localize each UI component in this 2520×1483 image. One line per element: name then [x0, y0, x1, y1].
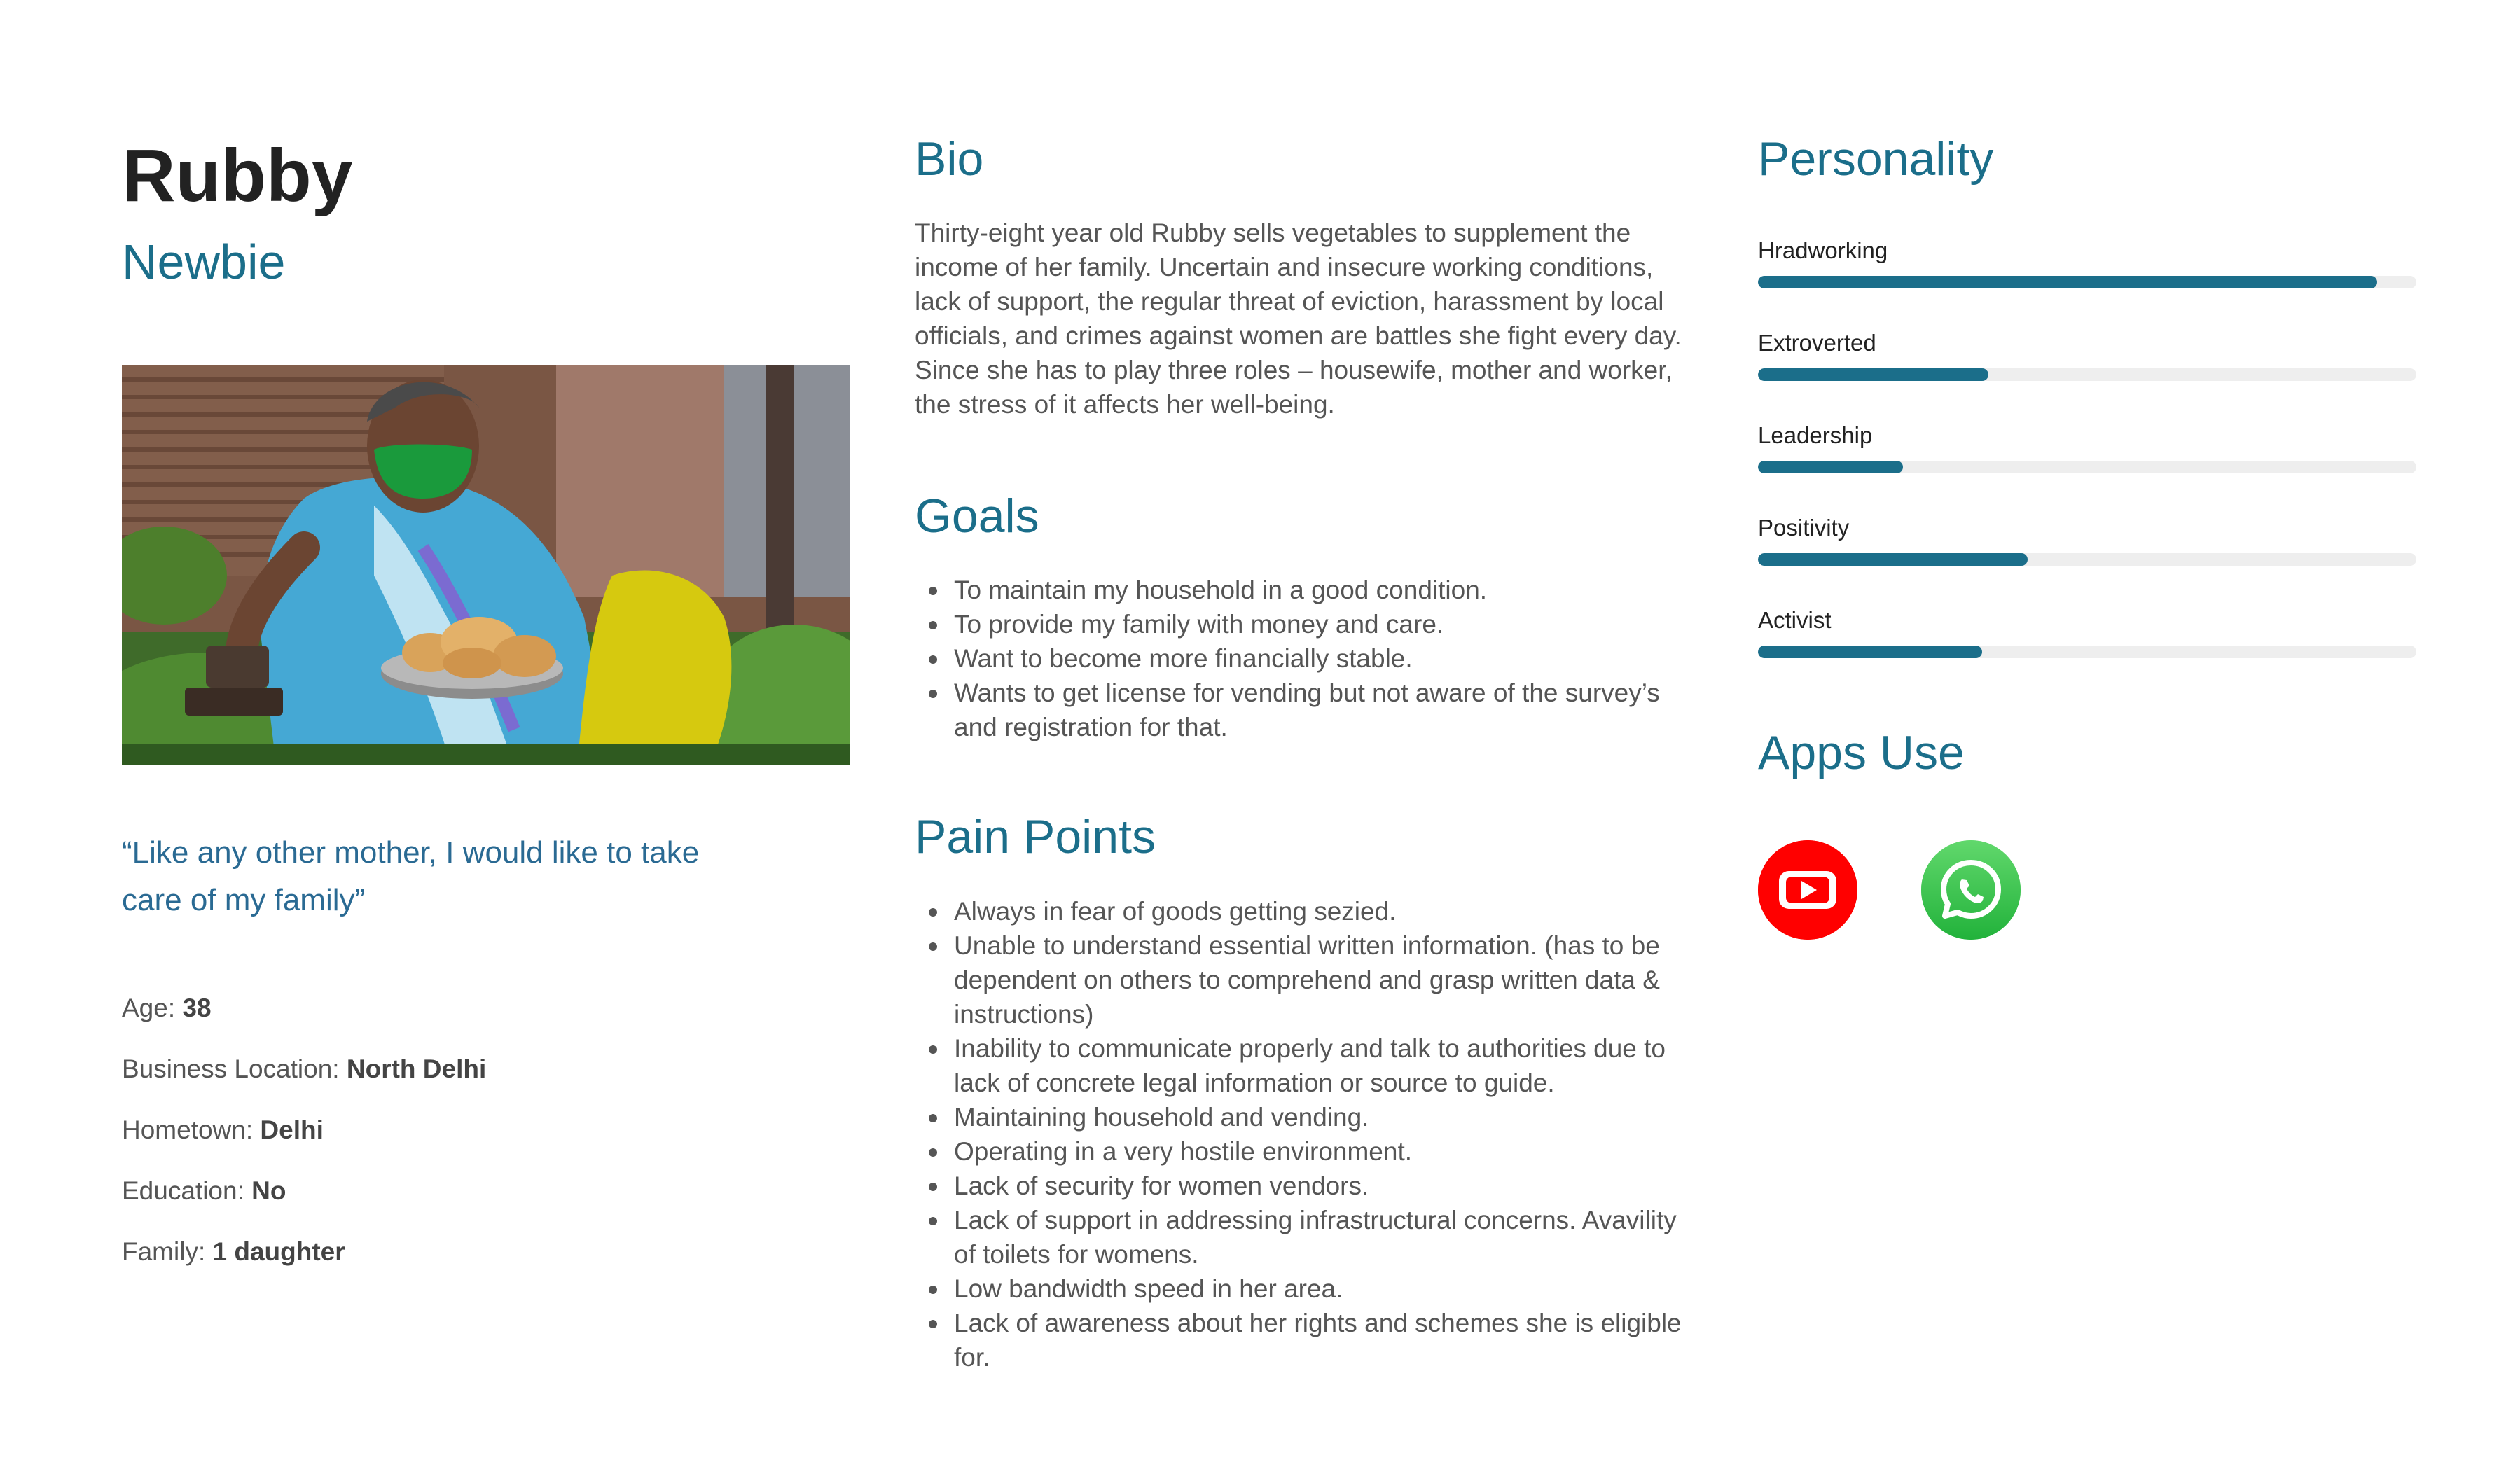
apps-heading: Apps Use — [1758, 726, 1965, 779]
trait-bar-track — [1758, 553, 2416, 566]
trait-bar-fill — [1758, 553, 2028, 566]
list-item: Wants to get license for vending but not aware of the survey’s and registration for that. — [954, 676, 1685, 744]
trait-leadership — [1758, 419, 2416, 473]
personality-heading: Personality — [1758, 132, 1994, 186]
list-item: Unable to understand essential written information. (has to be dependent on others to comprehend and grasp written data & instructions) — [954, 928, 1685, 1031]
list-item: Low bandwidth speed in her area. — [954, 1272, 1685, 1306]
persona-photo — [122, 365, 850, 765]
persona-quote: “Like any other mother, I would like to take care of my family” — [122, 835, 700, 917]
trait-bar-track — [1758, 276, 2416, 288]
list-item: Want to become more financially stable. — [954, 641, 1685, 676]
whatsapp-logo — [1921, 840, 2021, 940]
trait-label: Leadership — [1758, 422, 1873, 448]
list-item: To maintain my household in a good condition. — [954, 573, 1685, 607]
pain-points-list — [915, 894, 1685, 1374]
trait-positivity — [1758, 511, 2416, 566]
list-item: Lack of awareness about her rights and schemes she is eligible for. — [954, 1306, 1685, 1374]
fact-value: 1 daughter — [212, 1237, 345, 1266]
youtube-logo — [1758, 840, 1857, 940]
trait-bar-fill — [1758, 646, 1982, 658]
goals-heading: Goals — [915, 489, 1039, 543]
list-item: Lack of security for women vendors. — [954, 1169, 1685, 1203]
goals-list — [915, 573, 1685, 744]
fact-value: No — [251, 1176, 286, 1205]
list-item: Maintaining household and vending. — [954, 1100, 1685, 1134]
fact-label: Business Location: — [122, 1054, 340, 1083]
trait-activist — [1758, 604, 2416, 658]
persona-role: Newbie — [122, 235, 286, 289]
trait-bar-track — [1758, 368, 2416, 381]
list-item: To provide my family with money and care. — [954, 607, 1685, 641]
trait-extroverted — [1758, 326, 2416, 381]
fact-value: Delhi — [260, 1115, 324, 1144]
trait-hardworking — [1758, 234, 2416, 288]
whatsapp-icon[interactable] — [1921, 840, 2021, 940]
trait-bar-track — [1758, 461, 2416, 473]
list-item: Always in fear of goods getting sezied. — [954, 894, 1685, 928]
fact-age — [122, 987, 850, 1048]
trait-bar-track — [1758, 646, 2416, 658]
fact-label: Hometown: — [122, 1115, 254, 1144]
persona-name: Rubby — [122, 134, 353, 217]
fact-label: Family: — [122, 1237, 206, 1266]
trait-label: Activist — [1758, 607, 1832, 633]
trait-bar-fill — [1758, 368, 1988, 381]
fact-value: 38 — [182, 994, 212, 1022]
trait-bar-fill — [1758, 461, 1903, 473]
fact-family — [122, 1231, 850, 1292]
pain-points-heading: Pain Points — [915, 810, 1156, 863]
fact-value: North Delhi — [346, 1054, 487, 1083]
youtube-icon[interactable] — [1758, 840, 1857, 940]
vendor-photo-illustration — [122, 365, 850, 765]
trait-label: Extroverted — [1758, 330, 1876, 356]
trait-label: Positivity — [1758, 515, 1850, 541]
trait-bar-fill — [1758, 276, 2377, 288]
list-item: Lack of support in addressing infrastructural concerns. Avavility of toilets for womens. — [954, 1203, 1685, 1272]
bio-text: Thirty-eight year old Rubby sells vegetables to supplement the income of her family. Uncertain and insecure working conditions, lack of support, the regular threat of eviction, harassment by local officials, and crimes against women are battles she fight every day. Since she has to play three roles – housewife, mother and worker, the stress of it affects her well-being. — [915, 218, 1682, 419]
fact-hometown — [122, 1109, 850, 1170]
fact-business-location — [122, 1048, 850, 1109]
list-item: Inability to communicate properly and talk to authorities due to lack of concrete legal information or source to guide. — [954, 1031, 1685, 1100]
fact-label: Age: — [122, 994, 176, 1022]
persona-facts — [122, 987, 850, 1292]
list-item: Operating in a very hostile environment. — [954, 1134, 1685, 1169]
fact-label: Education: — [122, 1176, 244, 1205]
fact-education — [122, 1170, 850, 1231]
trait-label: Hradworking — [1758, 237, 1888, 263]
bio-heading: Bio — [915, 132, 984, 186]
